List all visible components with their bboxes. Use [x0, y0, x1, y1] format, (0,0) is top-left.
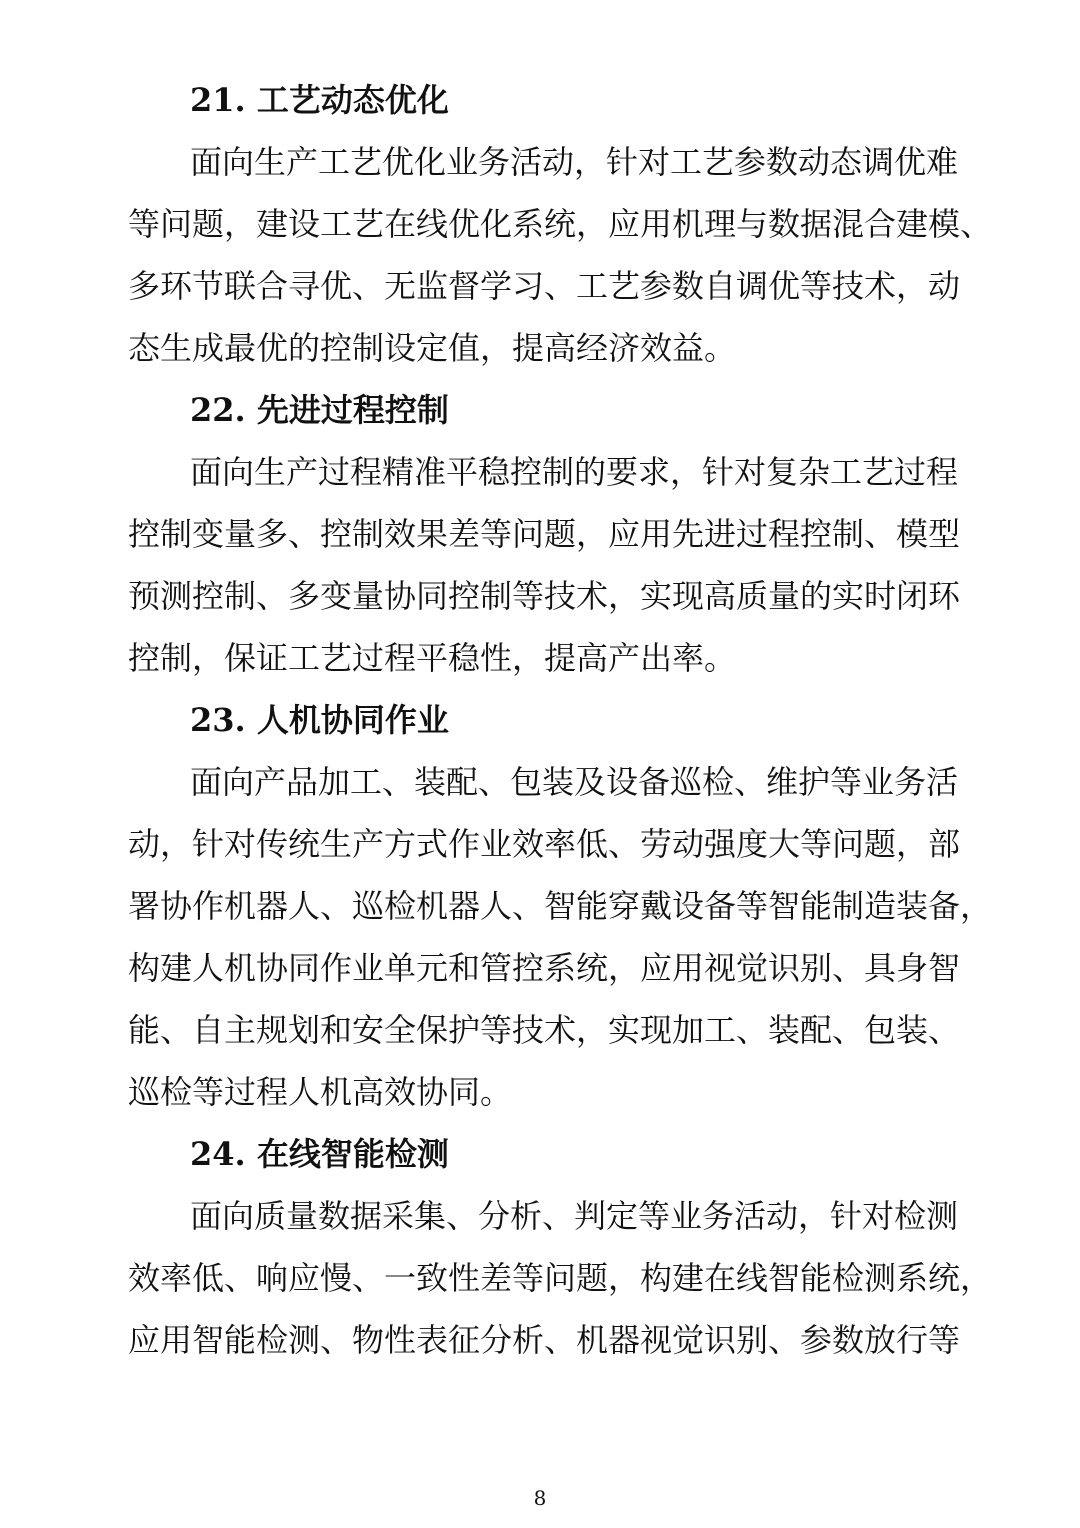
paragraph-line: 多环节联合寻优、无监督学习、工艺参数自调优等技术，动	[128, 267, 961, 305]
paragraph-line: 动，针对传统生产方式作业效率低、劳动强度大等问题，部	[128, 825, 961, 863]
paragraph-line: 面向质量数据采集、分析、判定等业务活动，针对检测	[190, 1197, 959, 1235]
section-heading-21: 21. 工艺动态优化	[190, 81, 449, 119]
paragraph-line: 巡检等过程人机高效协同。	[128, 1073, 513, 1111]
section-heading-23: 23. 人机协同作业	[190, 701, 449, 739]
paragraph-line: 控制变量多、控制效果差等问题，应用先进过程控制、模型	[128, 515, 961, 553]
section-heading-22: 22. 先进过程控制	[190, 391, 449, 429]
section-heading-24: 24. 在线智能检测	[190, 1135, 449, 1173]
paragraph-line: 等问题，建设工艺在线优化系统，应用机理与数据混合建模、	[128, 205, 993, 243]
paragraph-line: 面向产品加工、装配、包装及设备巡检、维护等业务活	[190, 763, 959, 801]
paragraph-line: 面向生产工艺优化业务活动，针对工艺参数动态调优难	[190, 143, 959, 181]
paragraph-line: 能、自主规划和安全保护等技术，实现加工、装配、包装、	[128, 1011, 961, 1049]
paragraph-line: 应用智能检测、物性表征分析、机器视觉识别、参数放行等	[128, 1321, 961, 1359]
paragraph-line: 署协作机器人、巡检机器人、智能穿戴设备等智能制造装备，	[128, 887, 993, 925]
paragraph-line: 控制，保证工艺过程平稳性，提高产出率。	[128, 639, 737, 677]
paragraph-line: 构建人机协同作业单元和管控系统，应用视觉识别、具身智	[128, 949, 961, 987]
page-number: 8	[533, 1486, 547, 1510]
paragraph-line: 态生成最优的控制设定值，提高经济效益。	[128, 329, 737, 367]
paragraph-line: 预测控制、多变量协同控制等技术，实现高质量的实时闭环	[128, 577, 961, 615]
paragraph-line: 面向生产过程精准平稳控制的要求，针对复杂工艺过程	[190, 453, 959, 491]
paragraph-line: 效率低、响应慢、一致性差等问题，构建在线智能检测系统，	[128, 1259, 993, 1297]
